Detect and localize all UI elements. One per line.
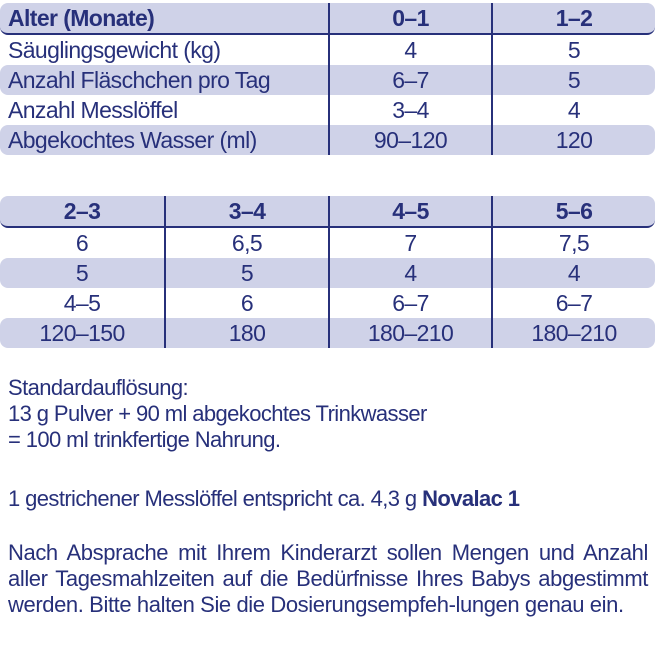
row-label: Säuglingsgewicht (kg) [8, 37, 221, 63]
table-cell: 6–7 [491, 288, 655, 318]
table-cell: 4 [328, 258, 491, 288]
product-name: Novalac 1 [422, 486, 520, 511]
table-cell: 180–210 [491, 318, 655, 348]
table-row [0, 228, 655, 258]
header-cell-age-range: 1–2 [491, 3, 655, 35]
row-label: Anzahl Messlöffel [8, 97, 178, 123]
scoop-equivalence-line [8, 486, 648, 512]
table-header-row [0, 196, 655, 228]
header-cell-age: Alter (Monate) [0, 3, 328, 35]
header-cell-age-range: 2–3 [0, 196, 164, 228]
table-cell: 5 [164, 258, 328, 288]
table-cell: 5 [0, 258, 164, 288]
table-cell: 6 [75, 230, 89, 256]
table-row [0, 95, 655, 125]
standard-solution-line: = 100 ml trinkfertige Nahrung. [8, 427, 281, 452]
standard-solution-title: Standardauflösung: [8, 375, 189, 400]
table-cell: 120–150 [0, 318, 164, 348]
feeding-table-months-0-2 [0, 3, 655, 155]
table-cell: 5 [491, 65, 655, 95]
header-cell-age-range: 5–6 [491, 196, 655, 228]
feeding-table-months-2-6 [0, 196, 655, 348]
table-cell: 6,5 [164, 228, 328, 258]
table-cell: 7 [328, 228, 491, 258]
row-label: Abgekochtes Wasser (ml) [0, 125, 328, 155]
table-cell: 3–4 [328, 95, 491, 125]
header-cell-age-range: 0–1 [328, 3, 491, 35]
table-cell: 4 [491, 258, 655, 288]
table-cell: 4 [328, 35, 491, 65]
table-cell: 7,5 [491, 228, 655, 258]
table-cell: 6–7 [328, 65, 491, 95]
row-label: Anzahl Fläschchen pro Tag [0, 65, 328, 95]
table-cell: 5 [491, 35, 655, 65]
table-row [0, 288, 655, 318]
table-row [0, 125, 655, 155]
table-cell: 90–120 [328, 125, 491, 155]
scoop-equivalence-text [8, 486, 648, 512]
table-row [0, 258, 655, 288]
standard-solution-text [8, 375, 648, 453]
scoop-equivalence-value: 1 gestrichener Messlöffel entspricht ca. 4,3 g [8, 486, 417, 511]
header-cell-age-range: 3–4 [164, 196, 328, 228]
header-cell-age-range: 4–5 [328, 196, 491, 228]
pediatrician-note: Nach Absprache mit Ihrem Kinderarzt sollen Mengen und Anzahl aller Tagesmahlzeiten auf die Bedürfnisse Ihres Babys abgestimmt werden. Bitte halten Sie die Dosierungsempfeh-lungen genau ein. [8, 540, 648, 617]
standard-solution-line: 13 g Pulver + 90 ml abgekochtes Trinkwasser [8, 401, 427, 426]
table-cell: 4 [491, 95, 655, 125]
table-cell: 4–5 [63, 290, 101, 316]
table-row [0, 318, 655, 348]
table-cell: 6 [164, 288, 328, 318]
table-cell: 6–7 [328, 288, 491, 318]
table-row [0, 65, 655, 95]
table-cell: 180 [164, 318, 328, 348]
table-header-row [0, 3, 655, 35]
table-row [0, 35, 655, 65]
table-cell: 180–210 [328, 318, 491, 348]
table-cell: 120 [491, 125, 655, 155]
